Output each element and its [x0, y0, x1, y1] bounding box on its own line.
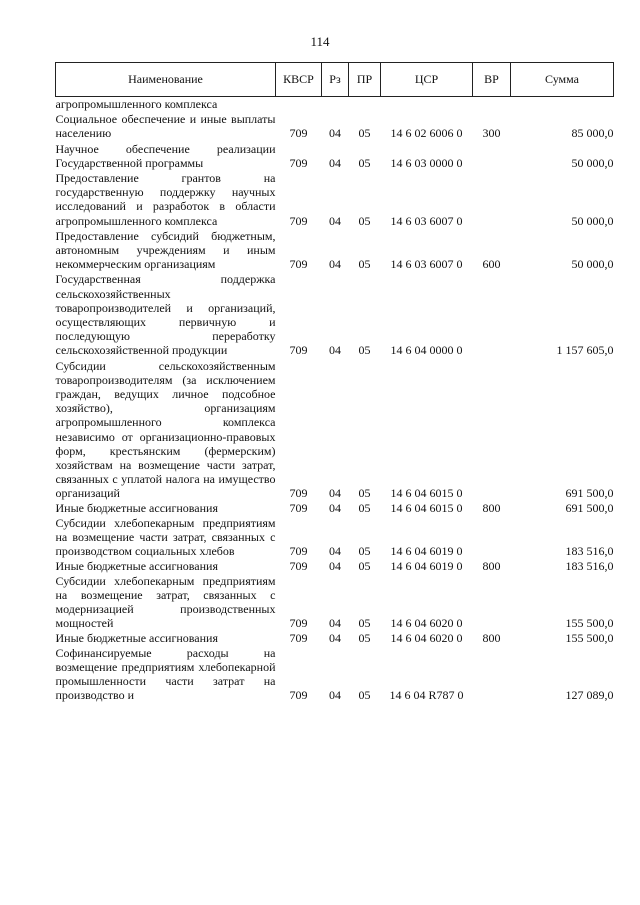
table-row [56, 559, 614, 573]
table-row [56, 645, 614, 703]
row-sum: 691 500,0 [565, 500, 614, 515]
row-sum: 85 000,0 [571, 126, 614, 141]
row-kvsr: 709 [289, 213, 308, 228]
row-name: Иные бюджетные ассигнования [55, 500, 218, 515]
row-pr: 05 [358, 213, 371, 228]
row-pr: 05 [358, 126, 371, 141]
row-name: Субсидии хлебопекарным предприятиям на возмещение части затрат, связанных с производством социальных хлебов [55, 515, 276, 559]
row-csr: 14 6 04 6015 0 [390, 486, 463, 501]
row-rz: 04 [329, 688, 341, 703]
row-csr: 14 6 04 6019 0 [390, 544, 463, 559]
row-vr: 600 [482, 257, 501, 272]
table-header-row [56, 63, 614, 97]
row-pr: 05 [358, 257, 371, 272]
row-pr: 05 [358, 500, 371, 515]
row-kvsr: 709 [289, 257, 308, 272]
row-csr: 14 6 04 6020 0 [390, 616, 463, 631]
row-vr [473, 141, 511, 170]
row-rz: 04 [329, 616, 341, 631]
row-name: Софинансируемые расходы на возмещение предприятиям хлебопекарной промышленности части затрат на производство и [55, 645, 276, 703]
row-csr: 14 6 04 6020 0 [390, 630, 463, 645]
row-name: Социальное обеспечение и иные выплаты населению [55, 112, 276, 141]
row-sum: 691 500,0 [565, 486, 614, 501]
row-name: Иные бюджетные ассигнования [55, 558, 218, 573]
row-rz: 04 [329, 558, 341, 573]
row-rz: 04 [329, 486, 341, 501]
page-number: 114 [310, 34, 330, 49]
header-sum: Сумма [511, 63, 614, 97]
row-rz: 04 [329, 343, 341, 358]
row-csr: 14 6 03 0000 0 [390, 155, 463, 170]
row-rz: 04 [329, 630, 341, 645]
row-kvsr: 709 [289, 544, 308, 559]
table-row [56, 111, 614, 140]
row-vr [473, 358, 511, 501]
row-kvsr: 709 [289, 688, 308, 703]
row-csr: 14 6 03 6007 0 [390, 213, 463, 228]
row-csr: 14 6 04 R787 0 [389, 688, 464, 703]
row-vr: 800 [482, 500, 501, 515]
table-row [56, 141, 614, 170]
continuation-text: агропромышленного комплекса [55, 97, 218, 111]
row-vr: 800 [482, 630, 501, 645]
row-pr: 05 [358, 155, 371, 170]
header-name: Наименование [56, 63, 276, 97]
row-sum: 50 000,0 [571, 155, 614, 170]
row-csr: 14 6 04 0000 0 [390, 343, 463, 358]
header-vr: ВР [473, 63, 511, 97]
header-rz: Рз [322, 63, 349, 97]
row-kvsr: 709 [289, 500, 308, 515]
row-sum: 155 500,0 [565, 616, 614, 631]
row-vr: 300 [482, 126, 501, 141]
header-kvsr: КВСР [276, 63, 322, 97]
row-name: Научное обеспечение реализации Государственной программы [55, 141, 276, 170]
table-row [56, 358, 614, 501]
row-name: Субсидии сельскохозяйственным товаропроизводителям (за исключением граждан, ведущих личное подсобное хозяйство), организациям агропромышленного комплекса независимо от организационно-правовых форм, крестьянским (фермерским) хозяйствам на возмещение части затрат, связанных с уплатой налога на имущество организаций [55, 358, 276, 501]
row-pr: 05 [358, 343, 371, 358]
row-sum: 155 500,0 [565, 630, 614, 645]
table-row [56, 170, 614, 228]
row-csr: 14 6 03 6007 0 [390, 257, 463, 272]
row-kvsr: 709 [289, 558, 308, 573]
row-kvsr: 709 [289, 616, 308, 631]
row-pr: 05 [358, 688, 371, 703]
table-row [56, 271, 614, 357]
row-name: Предоставление грантов на государственную поддержку научных исследований и разработок в области агропромышленного комплекса [55, 171, 276, 228]
table-row [56, 631, 614, 645]
row-name: Иные бюджетные ассигнования [55, 630, 218, 645]
row-kvsr: 709 [289, 155, 308, 170]
table-row [56, 228, 614, 272]
row-name: Предоставление субсидий бюджетным, автономным учреждениям и иным некоммерческим организациям [55, 228, 276, 272]
budget-table [55, 62, 614, 703]
row-name: Субсидии хлебопекарным предприятиям на возмещение затрат, связанных с модернизацией производственных мощностей [55, 573, 276, 631]
row-vr [473, 573, 511, 631]
row-rz: 04 [329, 500, 341, 515]
row-vr [473, 170, 511, 228]
row-kvsr: 709 [289, 630, 308, 645]
row-vr [473, 271, 511, 357]
row-rz: 04 [329, 257, 341, 272]
table-row [56, 515, 614, 559]
row-vr [473, 645, 511, 703]
row-rz: 04 [329, 126, 341, 141]
row-csr: 14 6 04 6019 0 [390, 558, 463, 573]
row-pr: 05 [358, 630, 371, 645]
row-sum: 1 157 605,0 [556, 343, 614, 358]
row-sum: 183 516,0 [565, 544, 614, 559]
row-kvsr: 709 [289, 343, 308, 358]
table-row [56, 501, 614, 515]
header-csr: ЦСР [381, 63, 473, 97]
row-pr: 05 [358, 486, 371, 501]
row-sum: 127 089,0 [565, 688, 614, 703]
row-pr: 05 [358, 544, 371, 559]
row-sum: 50 000,0 [571, 257, 614, 272]
row-name: Государственная поддержка сельскохозяйственных товаропроизводителей и организаций, осуществляющих первичную и последующую переработку сельскохозяйственной продукции [55, 272, 276, 358]
row-rz: 04 [329, 544, 341, 559]
row-csr: 14 6 04 6015 0 [390, 500, 463, 515]
row-rz: 04 [329, 213, 341, 228]
row-kvsr: 709 [289, 486, 308, 501]
row-rz: 04 [329, 155, 341, 170]
row-vr: 800 [482, 558, 501, 573]
header-pr: ПР [349, 63, 381, 97]
row-kvsr: 709 [289, 126, 308, 141]
row-csr: 14 6 02 6006 0 [390, 126, 463, 141]
continuation-row [56, 97, 614, 112]
row-sum: 50 000,0 [571, 213, 614, 228]
row-pr: 05 [358, 558, 371, 573]
row-sum: 183 516,0 [565, 558, 614, 573]
row-vr [473, 515, 511, 559]
row-pr: 05 [358, 616, 371, 631]
table-row [56, 573, 614, 631]
